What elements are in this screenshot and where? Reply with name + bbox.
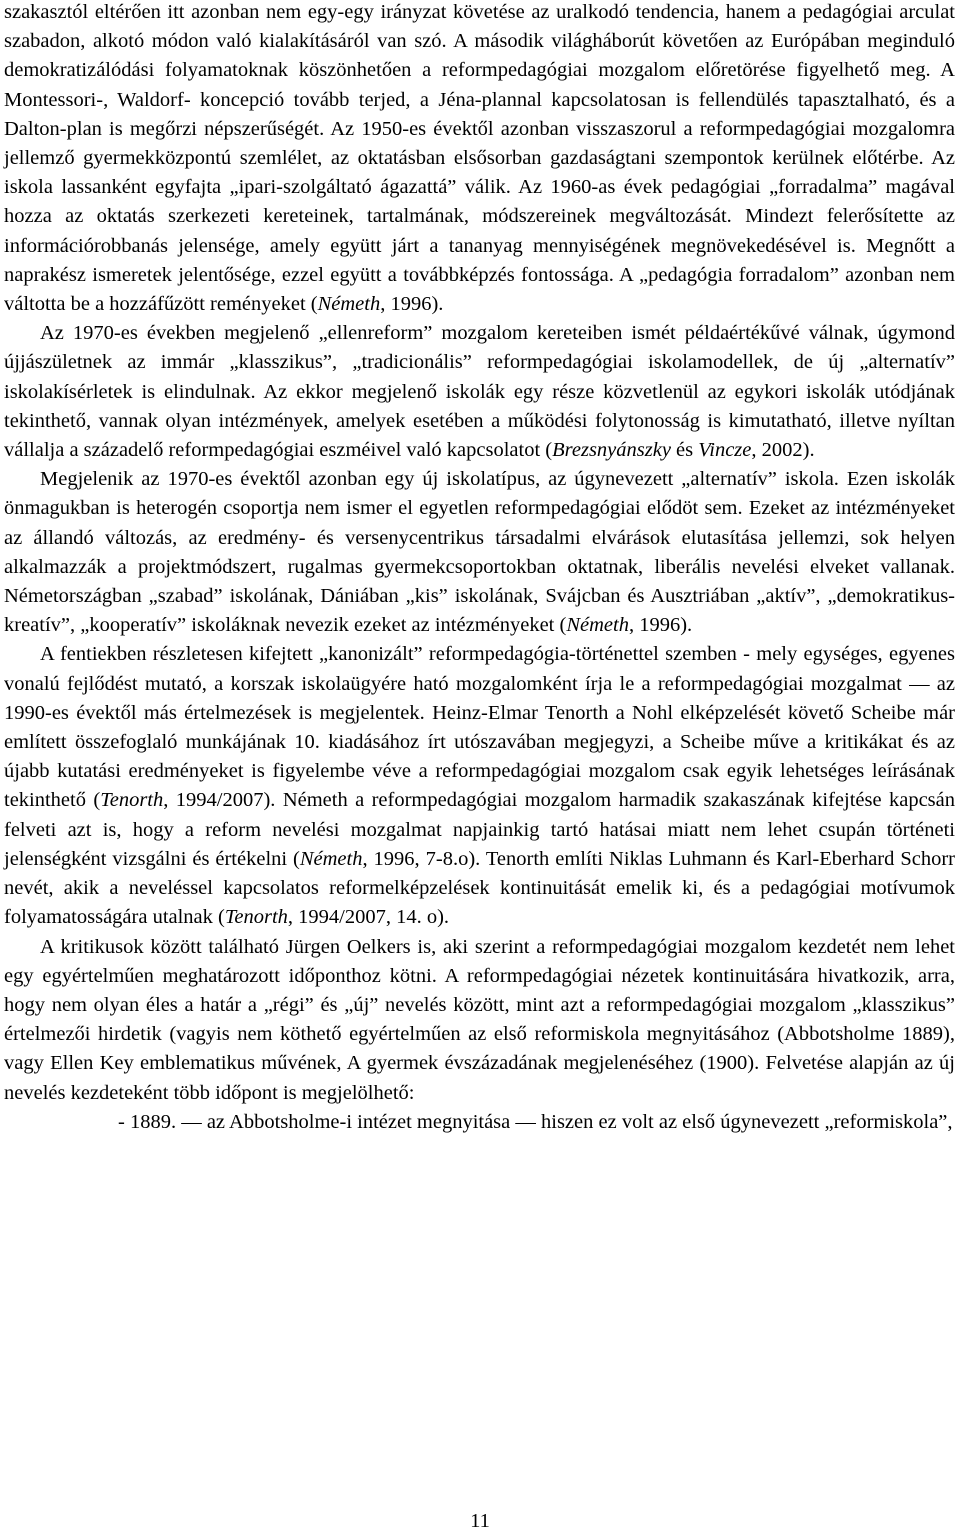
paragraph-3 <box>4 465 955 640</box>
paragraph-text: , 1996). <box>380 293 444 316</box>
list-item-text: 1889. — az Abbotsholme-i intézet megnyitása — hiszen ez volt az első úgynevezett „reformiskola”, <box>129 1110 953 1133</box>
citation-author: Németh <box>299 847 363 870</box>
document-page <box>4 0 955 1137</box>
paragraph-text: , 1996, 7-8.o). Tenorth említi Niklas Luhmann és Karl-Eberhard Schorr nevét, akik a neveléssel kapcsolatos reformelképzelések kontinuitását emelik ki, és a pedagógiai motívumok folyamatosságára utalnak ( <box>4 847 955 929</box>
paragraph-4 <box>4 640 955 932</box>
paragraph-text: A kritikusok között található Jürgen Oelkers is, aki szerint a reformpedagógiai mozgalom kezdetét nem lehet egy egyértelműen meghatározott időponthoz kötni. A reformpedagógiai nézetek kontinuitására hivatkozik, arra, hogy nem olyan éles a határ a „régi” és „új” nevelés között, mint azt a reformpedagógiai mozgalom „klasszikus” értelmezői hirdetik (vagyis nem köthető egyértelműen az első reformiskola megnyitásához (Abbotsholme 1889), vagy Ellen Key emblematikus művének, A gyermek évszázadának megjelenéséhez (1900). Felvetése alapján az új nevelés kezdeteként több időpont is megjelölhető: <box>4 935 955 1104</box>
citation-author: Brezsnyánszky <box>552 439 671 462</box>
citation-author: Vincze <box>698 439 752 462</box>
citation-author: Németh <box>317 293 381 316</box>
paragraph-text: Megjelenik az 1970-es évektől azonban egy új iskolatípus, az úgynevezett „alternatív” iskola. Ezen iskolák önmagukban is heterogén csoportja nem ismer el egyetlen reformpedagógiai elődöt sem. Ezeket az intézményeket az állandó változás, az eredmény- és versenycentrikus társadalmi elvárások elutasítása jellemzi, sok helyen alkalmazzák a projektmódszert, rugalmas gyermekcsoportokban oktatnak, liberális nevelési elveket vallanak. Németországban „szabad” iskolának, Dániában „kis” iskolának, Svájcban és Ausztriában „aktív”, „demokratikus-kreatív”, „kooperatív” iskoláknak nevezik ezeket az intézményeket ( <box>4 468 955 637</box>
paragraph-text: és <box>670 439 699 462</box>
citation-author: Tenorth <box>100 789 164 812</box>
paragraph-text: , 1994/2007, 14. o). <box>287 906 450 929</box>
list-item-1 <box>4 1108 955 1137</box>
paragraph-text: , 1994/2007). Németh a reformpedagógiai mozgalom harmadik szakaszának kifejtése kapcsán felveti azt is, hogy a reform nevelési mozgalmat napjainkig tartó hatásai miatt nem lehet csupán történeti jelenségként vizsgálni és értékelni ( <box>4 789 955 870</box>
citation-author: Tenorth <box>224 906 288 929</box>
paragraph-2 <box>4 319 955 465</box>
page-number: 11 <box>470 1510 490 1532</box>
paragraph-5 <box>4 933 955 1108</box>
paragraph-text: A fentiekben részletesen kifejtett „kanonizált” reformpedagógia-történettel szemben - mely egységes, egyenes vonalú fejlődést mutató, a korszak iskolaügyére ható mozgalomként írja le a reformpedagógiai mozgalmat — az 1990-es évektől más értelmezések is megjelentek. Heinz-Elmar Tenorth a Nohl elképzelését követő Scheibe már említett összefoglaló munkájának 10. kiadásához írt utószavában megjegyzi, a Scheibe műve a kritikákat és az újabb kutatási eredményeket is figyelembe véve a reformpedagógiai mozgalom csak egyik lehetséges leírásának tekinthető ( <box>4 643 955 812</box>
paragraph-text: szakasztól eltérően itt azonban nem egy-egy irányzat követése az uralkodó tendencia, hanem a pedagógiai arculat szabadon, alkotó módon való kialakításáról van szó. A második világháborút követően az Európában meginduló demokratizálódási folyamatoknak köszönhetően a reformpedagógiai mozgalom előretörése figyelhető meg. A Montessori-, Waldorf- koncepció tovább terjed, a Jéna-plannal kapcsolatosan is fellendülés tapasztalható, és a Dalton-plan is megőrzi népszerűségét. Az 1950-es évektől azonban visszaszorul a reformpedagógiai mozgalomra jellemző gyermekközpontú szemlélet, az oktatásban elsősorban gazdaságtani szempontok kerülnek előtérbe. Az iskola lassanként egyfajta „ipari-szolgáltató ágazattá” válik. Az 1960-as évek pedagógiai „forradalma” magával hozza az oktatás szerkezeti kereteinek, tartalmának, módszereinek megváltozását. Mindezt felerősítette az információrobbanás jelensége, amely együtt járt a tananyag mennyiségének megnövekedésével is. Megnőtt a naprakész ismeretek jelentősége, ezzel együtt a továbbképzés fontossága. A „pedagógia forradalom” azonban nem váltotta be a hozzáfűzött reményeket ( <box>4 1 955 316</box>
paragraph-1 <box>4 0 955 319</box>
list-marker: - <box>118 1110 125 1133</box>
paragraph-text: , 2002). <box>751 439 815 462</box>
citation-author: Németh <box>566 614 629 637</box>
paragraph-text: Az 1970-es években megjelenő „ellenreform” mozgalom kereteiben ismét példaértékűvé válnak, úgymond újjászületnek az immár „klasszikus”, „tradicionális” reformpedagógiai iskolamodellek, de új „alternatív” iskolakísérletek is elindulnak. Az ekkor megjelenő iskolák egy része közvetlenül az egykori iskolák utódjának tekinthető, vannak olyan intézmények, amelyek esetében a működési folytonosság is kimutatható, illetve nyíltan vállalja a századelő reformpedagógiai eszméivel való kapcsolatot ( <box>4 322 955 462</box>
paragraph-text: , 1996). <box>628 614 693 637</box>
